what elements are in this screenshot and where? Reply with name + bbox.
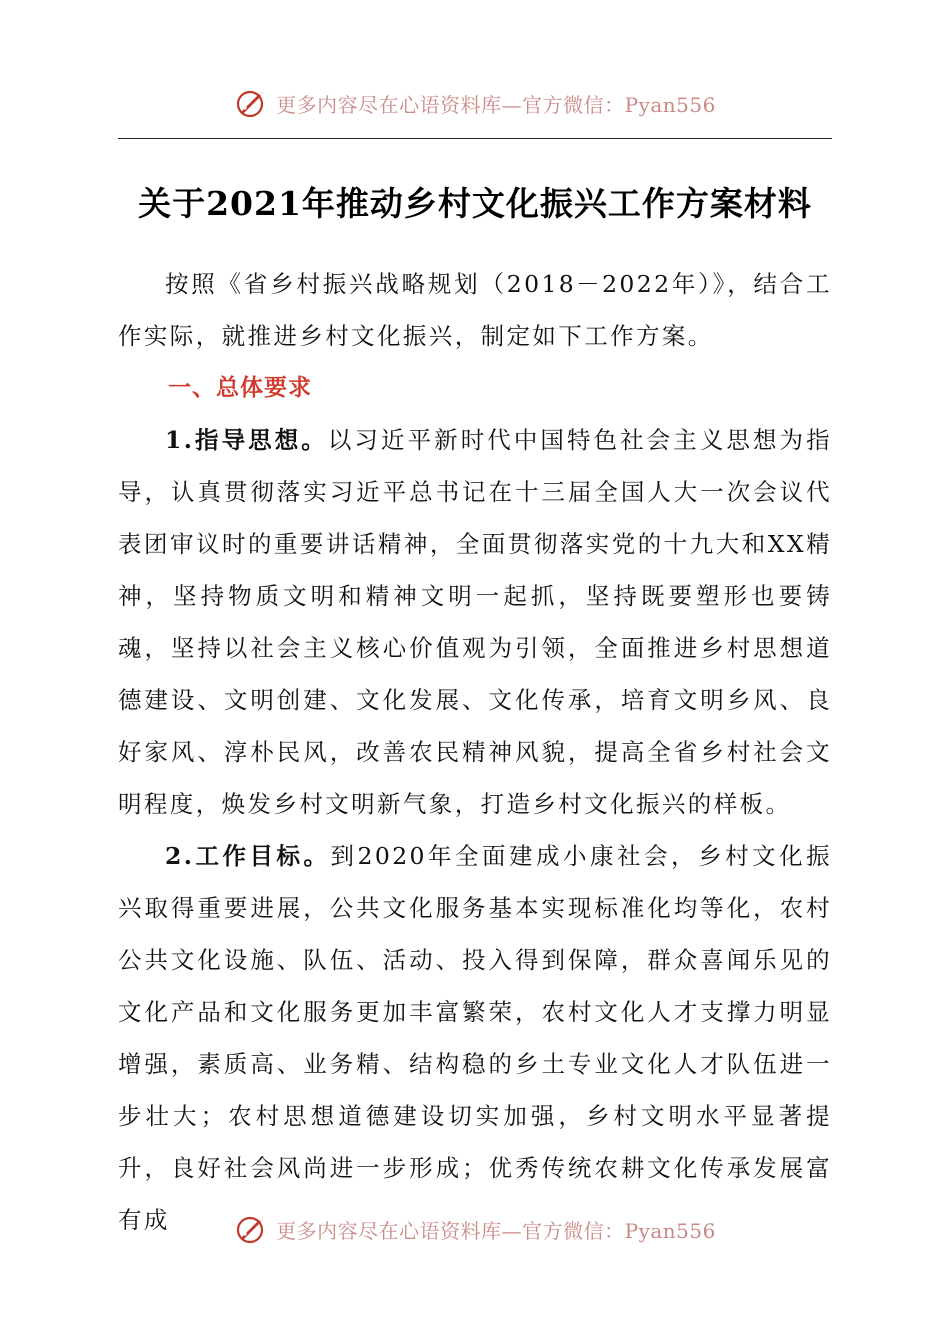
guiding-thought-lead: 1.指导思想。 — [165, 426, 328, 454]
document-title: 关于2021年推动乡村文化振兴工作方案材料 — [138, 184, 812, 223]
footer-banner — [0, 1209, 950, 1249]
guiding-thought-paragraph — [118, 414, 832, 830]
work-goal-text: 到2020年全面建成小康社会，乡村文化振兴取得重要进展，公共文化服务基本实现标准化均等化，农村公共文化设施、队伍、活动、投入得到保障，群众喜闻乐见的文化产品和文化服务更加丰富繁荣，农村文化人才支撑力明显增强，素质高、业务精、结构稳的乡土专业文化人才队伍进一步壮大；农村思想道德建设切实加强，乡村文明水平显著提升，良好社会风尚进一步形成；优秀传统农耕文化传承发展富有成 — [118, 842, 832, 1234]
header-banner-text: 更多内容尽在心语资料库—官方微信：Pyan556 — [276, 92, 716, 117]
intro-paragraph: 按照《省乡村振兴战略规划（2018－2022年）》，结合工作实际，就推进乡村文化振兴，制定如下工作方案。 — [118, 270, 832, 350]
document-body — [118, 258, 832, 1246]
header-banner — [0, 83, 950, 123]
guiding-thought-text: 以习近平新时代中国特色社会主义思想为指导，认真贯彻落实习近平总书记在十三届全国人大一次会议代表团审议时的重要讲话精神，全面贯彻落实党的十九大和XX精神，坚持物质文明和精神文明一起抓，坚持既要塑形也要铸魂，坚持以社会主义核心价值观为引领，全面推进乡村思想道德建设、文明创建、文化发展、文化传承，培育文明乡风、良好家风、淳朴民风，改善农民精神风貌，提高全省乡村社会文明程度，焕发乡村文明新气象，打造乡村文化振兴的样板。 — [118, 426, 832, 818]
section-heading-general-requirements: 一、总体要求 — [168, 375, 312, 401]
work-goal-paragraph — [118, 830, 832, 1246]
work-goal-lead: 2.工作目标。 — [165, 842, 331, 870]
pen-circle-logo-icon — [234, 85, 270, 121]
pen-circle-logo-icon — [234, 1211, 270, 1247]
header-divider — [118, 138, 832, 139]
footer-banner-text: 更多内容尽在心语资料库—官方微信：Pyan556 — [276, 1218, 716, 1243]
